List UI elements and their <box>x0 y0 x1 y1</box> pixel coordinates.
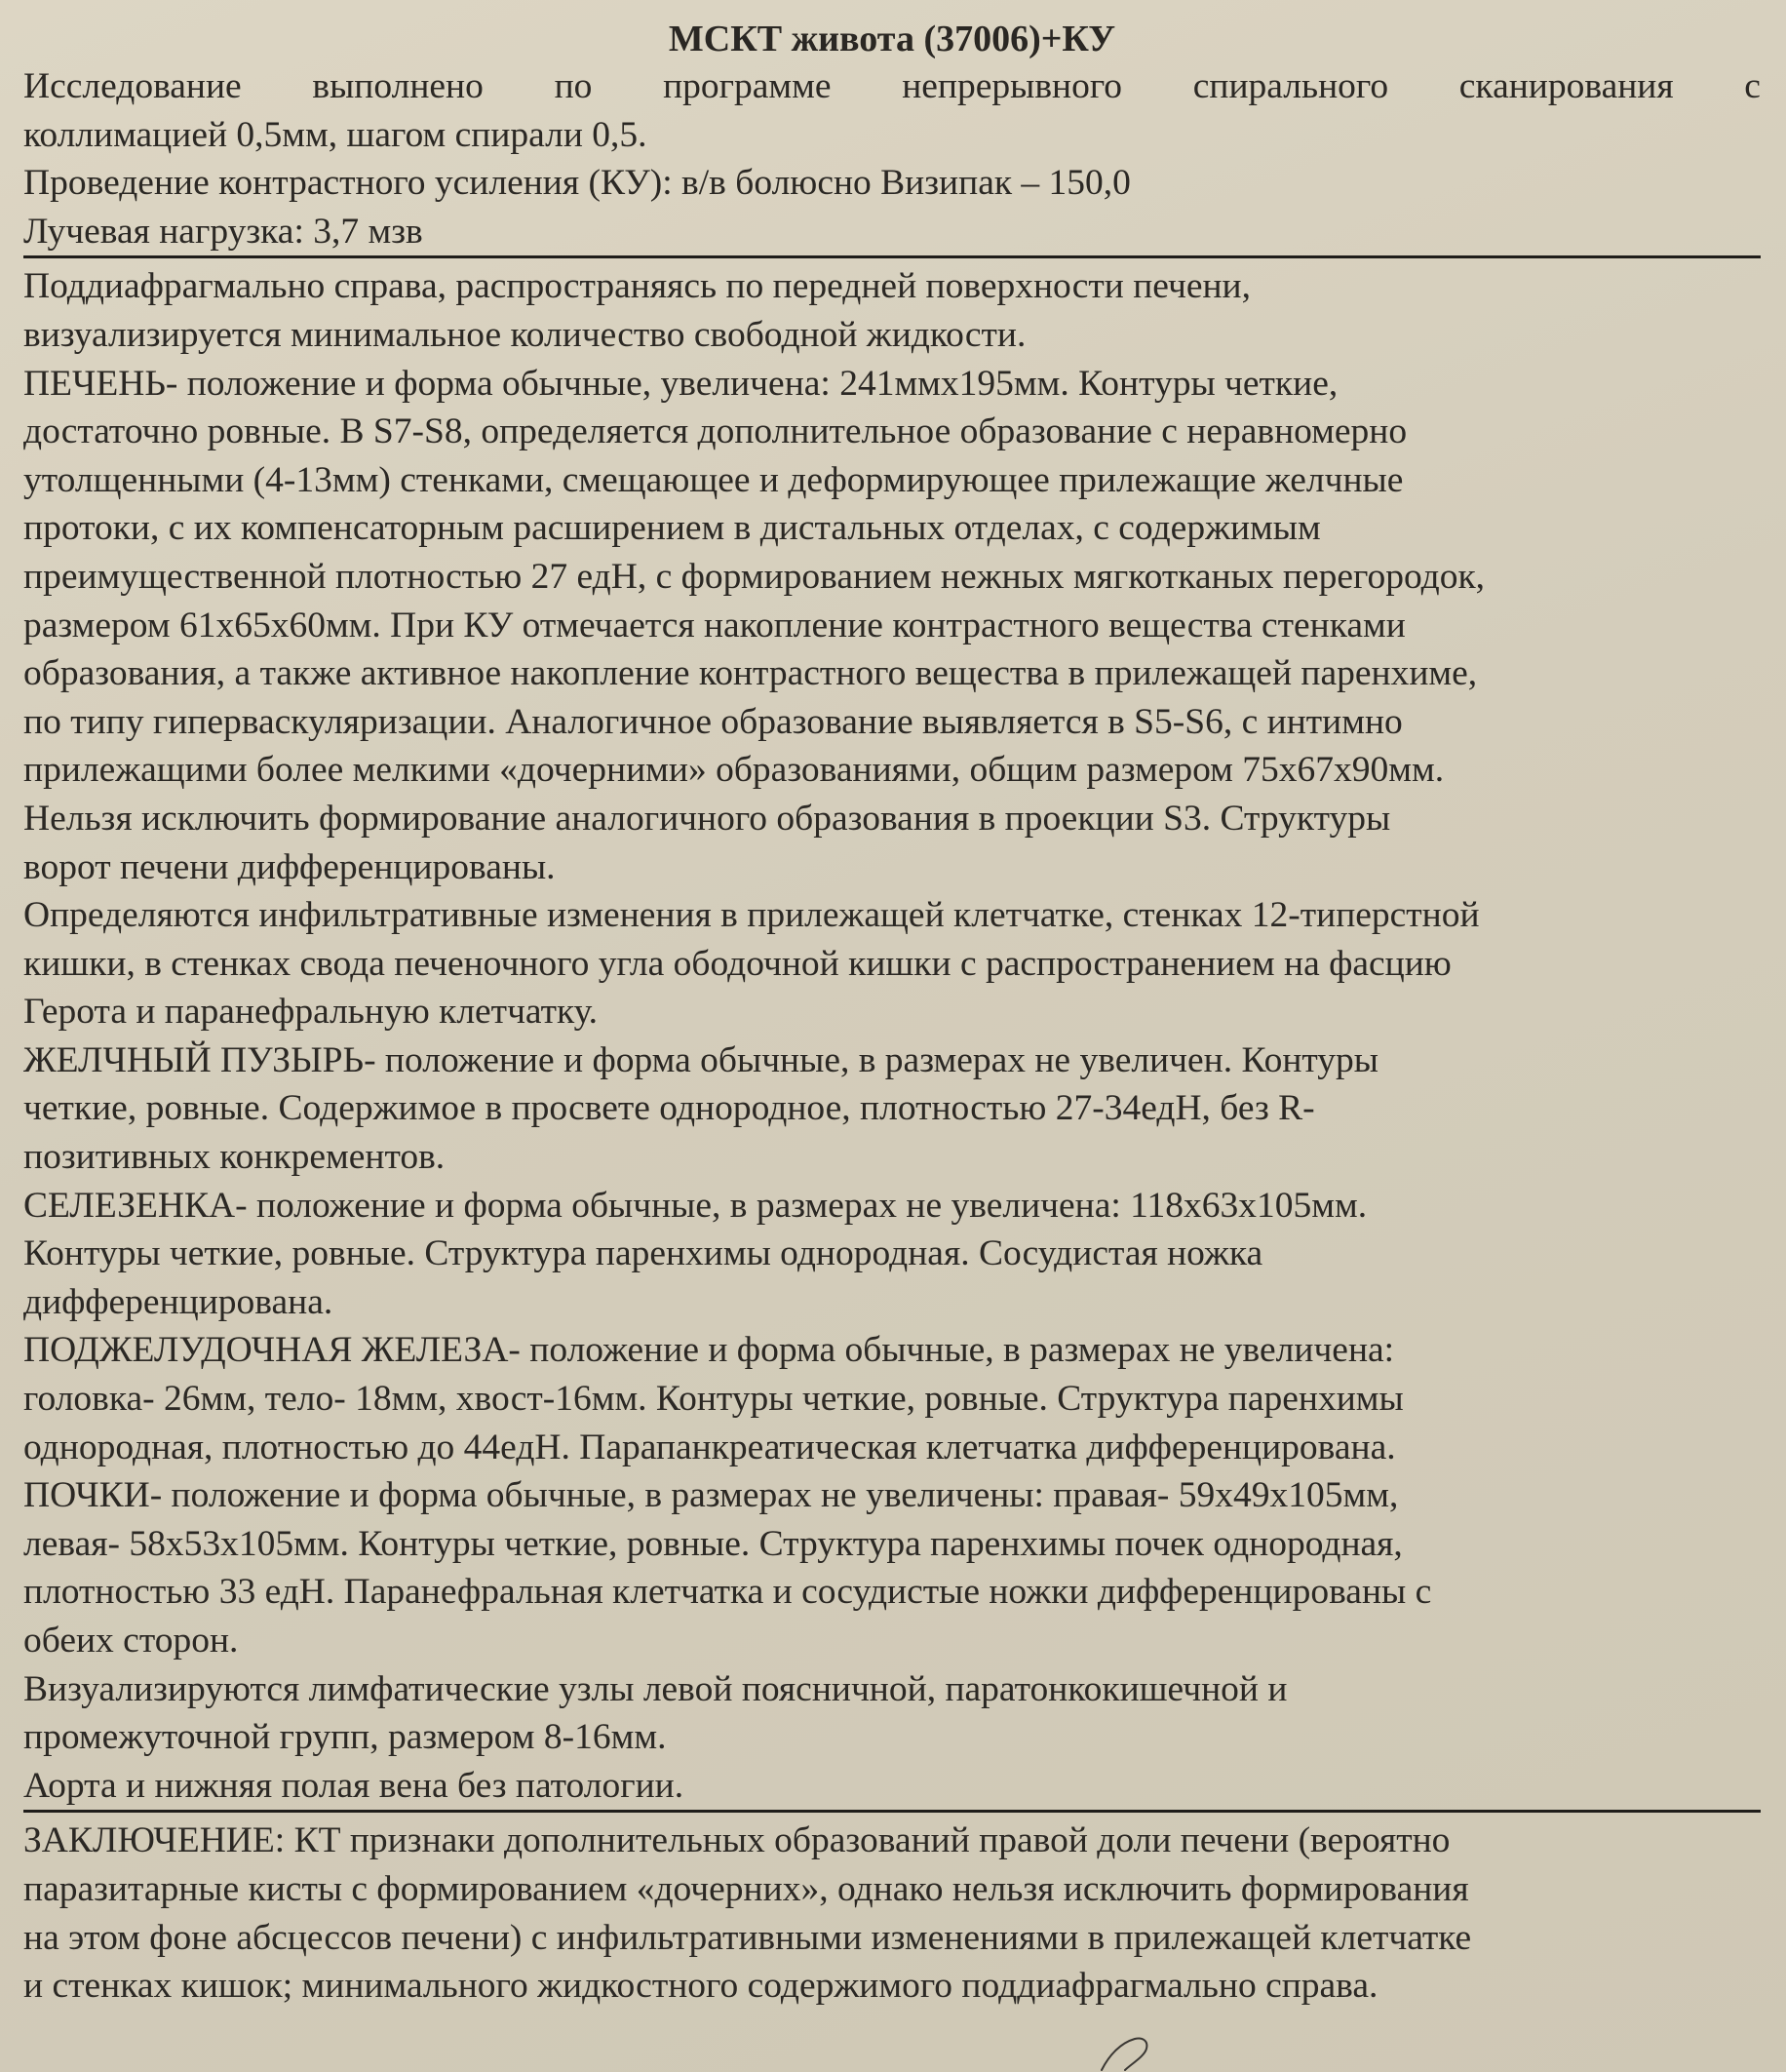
header-word: Исследование <box>23 66 242 106</box>
findings-line: Аорта и нижняя полая вена без патологии. <box>23 1765 684 1806</box>
header-word: выполнено <box>312 66 484 106</box>
findings-line: достаточно ровные. В S7-S8, определяется дополнительное образование с неравномерно <box>23 411 1408 452</box>
findings-line: ворот печени дифференцированы. <box>23 846 556 887</box>
findings-line: по типу гиперваскуляризации. Аналогичное образование выявляется в S5-S6, с интимно <box>23 701 1403 742</box>
findings-line: дифференцирована. <box>23 1281 333 1322</box>
header-line: коллимацией 0,5мм, шагом спирали 0,5. <box>23 114 647 155</box>
findings-line: однородная, плотностью до 44едН. Парапанкреатическая клетчатка дифференцирована. <box>23 1427 1396 1467</box>
conclusion-line: и стенках кишок; минимального жидкостного содержимого поддиафрагмально справа. <box>23 1966 1378 2007</box>
findings-line: ПЕЧЕНЬ- положение и форма обычные, увеличена: 241ммх195мм. Контуры четкие, <box>23 363 1339 404</box>
header-section <box>23 62 1761 255</box>
findings-line: утолщенными (4-13мм) стенками, смещающее и деформирующее прилежащие желчные <box>23 459 1404 500</box>
section-divider <box>23 1810 1761 1813</box>
findings-line: кишки, в стенках свода печеночного угла ободочной кишки с распространением на фасцию <box>23 943 1452 984</box>
findings-line: головка- 26мм, тело- 18мм, хвост-16мм. Контуры четкие, ровные. Структура паренхимы <box>23 1379 1404 1420</box>
header-word: с <box>1744 66 1761 106</box>
findings-line: ЖЕЛЧНЫЙ ПУЗЫРЬ- положение и форма обычные, в размерах не увеличен. Контуры <box>23 1039 1378 1080</box>
handwritten-pen-mark <box>1092 2025 1180 2072</box>
findings-line: Поддиафрагмально справа, распространяясь по передней поверхности печени, <box>23 266 1251 307</box>
findings-line: промежуточной групп, размером 8-16мм. <box>23 1717 667 1758</box>
conclusion-line: паразитарные кисты с формированием «дочерних», однако нельзя исключить формирования <box>23 1868 1469 1909</box>
header-line: Лучевая нагрузка: 3,7 мзв <box>23 211 423 252</box>
header-word: программе <box>663 66 832 106</box>
findings-line: визуализируется минимальное количество свободной жидкости. <box>23 314 1027 355</box>
findings-line: обеих сторон. <box>23 1621 239 1661</box>
header-line: Проведение контрастного усиления (КУ): в/в болюсно Визипак – 150,0 <box>23 163 1131 204</box>
findings-line: образования, а также активное накопление контрастного вещества в прилежащей паренхиме, <box>23 653 1478 694</box>
findings-line: четкие, ровные. Содержимое в просвете однородное, плотностью 27-34едН, без R- <box>23 1088 1315 1129</box>
report-title: МСКТ живота (37006)+КУ <box>668 19 1116 59</box>
findings-line: протоки, с их компенсаторным расширением в дистальных отделах, с содержимым <box>23 508 1321 549</box>
findings-line: позитивных конкрементов. <box>23 1137 446 1178</box>
findings-line: размером 61х65х60мм. При КУ отмечается накопление контрастного вещества стенками <box>23 605 1406 645</box>
findings-line: Контуры четкие, ровные. Структура паренхимы однородная. Сосудистая ножка <box>23 1233 1263 1274</box>
conclusion-line: на этом фоне абсцессов печени) с инфильтративными изменениями в прилежащей клетчатке <box>23 1917 1472 1958</box>
header-word: сканирования <box>1458 66 1674 106</box>
findings-line: ПОДЖЕЛУДОЧНАЯ ЖЕЛЕЗА- положение и форма обычные, в размерах не увеличена: <box>23 1330 1395 1371</box>
findings-line: ПОЧКИ- положение и форма обычные, в размерах не увеличены: правая- 59х49х105мм, <box>23 1475 1399 1516</box>
findings-line: Определяются инфильтративные изменения в прилежащей клетчатке, стенках 12-типерстной <box>23 895 1480 936</box>
header-word: спирального <box>1192 66 1389 106</box>
findings-section <box>23 262 1761 1810</box>
findings-line: Нельзя исключить формирование аналогичного образования в проекции S3. Структуры <box>23 798 1391 839</box>
header-first-line <box>23 62 1761 111</box>
conclusion-section <box>23 1817 1761 2010</box>
findings-line: преимущественной плотностью 27 едН, с формированием нежных мягкотканых перегородок, <box>23 556 1486 597</box>
findings-line: левая- 58х53х105мм. Контуры четкие, ровные. Структура паренхимы почек однородная, <box>23 1523 1403 1564</box>
header-word: непрерывного <box>902 66 1123 106</box>
conclusion-line: ЗАКЛЮЧЕНИЕ: КТ признаки дополнительных образований правой доли печени (вероятно <box>23 1820 1451 1861</box>
header-word: по <box>554 66 593 106</box>
findings-line: Визуализируются лимфатические узлы левой поясничной, паратонкокишечной и <box>23 1668 1288 1709</box>
findings-line: плотностью 33 едН. Паранефральная клетчатка и сосудистые ножки дифференцированы с <box>23 1572 1432 1613</box>
findings-line: СЕЛЕЗЕНКА- положение и форма обычные, в размерах не увеличена: 118х63х105мм. <box>23 1185 1368 1226</box>
findings-line: Герота и паранефральную клетчатку. <box>23 992 599 1033</box>
findings-line: прилежащими более мелкими «дочерними» образованиями, общим размером 75х67х90мм. <box>23 750 1445 791</box>
section-divider <box>23 255 1761 258</box>
